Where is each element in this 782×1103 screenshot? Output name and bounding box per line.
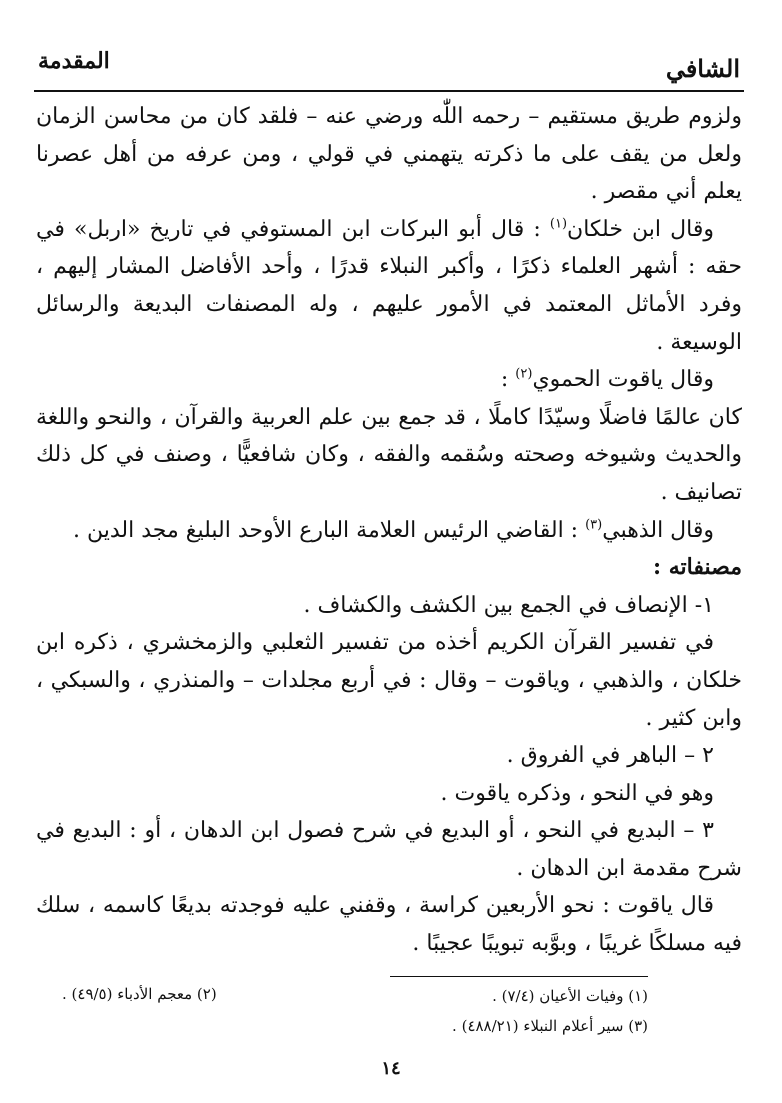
quote-intro: وقال ياقوت الحموي bbox=[532, 367, 714, 393]
works-heading: مصنفاته : bbox=[652, 554, 742, 581]
main-text bbox=[36, 98, 742, 963]
work-item-2-description: وهو في النحو ، وذكره ياقوت . bbox=[440, 780, 714, 806]
paragraph-dhahabi bbox=[36, 512, 742, 550]
work-item-1: ١- الإنصاف في الجمع بين الكشف والكشاف . bbox=[303, 592, 714, 618]
running-header bbox=[34, 40, 744, 92]
footnote-divider bbox=[390, 976, 648, 977]
quote-text: : القاضي الرئيس العلامة البارع الأوحد البليغ مجد الدين . bbox=[73, 517, 586, 543]
footnote-1: (١) وفيات الأعيان (٧/٤) . bbox=[492, 987, 648, 1005]
work-item-1-description: في تفسير القرآن الكريم أخذه من تفسير الثعلبي والزمخشري ، ذكره ابن خلكان ، والذهبي ، وياقوت – وقال : في أربع مجلدات – والمنذري ، والسبكي ، وابن كثير . bbox=[36, 630, 742, 731]
footnote-ref-3: (٣) bbox=[585, 517, 603, 533]
page-number: ١٤ bbox=[381, 1058, 401, 1079]
footnote-ref-1: (١) bbox=[549, 216, 568, 232]
quote-intro: وقال الذهبي bbox=[602, 517, 714, 543]
quote-text: : قال أبو البركات ابن المستوفي في تاريخ «اربل» في حقه : أشهر العلماء ذكرًا ، وأكبر النبلاء قدرًا ، وأحد الأفاضل المشار إليهم ، وفرد الأماثل المعتمد في الأمور عليهم ، وله المصنفات البديعة والرسائل الوسيعة . bbox=[36, 216, 742, 355]
work-item-3-description: قال ياقوت : نحو الأربعين كراسة ، وقفني عليه فوجدته بديعًا كاسمه ، سلك فيه مسلكًا غريبًا ، وبوَّبه تبويبًا عجيبًا . bbox=[36, 893, 742, 957]
paragraph-yaqut-quote: كان عالمًا فاضلًا وسيّدًا كاملًا ، قد جمع بين علم العربية والقرآن ، والنحو واللغة والحديث وشيوخه وصحته وسُقمه والفقه ، وكان شافعيًّا ، وصنف في كل ذلك تصانيف . bbox=[36, 404, 742, 505]
footnote-ref-2: (٢) bbox=[515, 366, 533, 382]
paragraph-ibn-khallikan bbox=[36, 211, 742, 361]
footnote-2: (٢) معجم الأدباء (٤٩/٥) . bbox=[62, 985, 217, 1003]
quote-intro: وقال ابن خلكان bbox=[567, 216, 714, 242]
paragraph-1: ولزوم طريق مستقيم – رحمه اللّٰه ورضي عنه – فلقد كان من محاسن الزمان ولعل من يقف على ما ذكرته يتهمني في قولي ، ومن عرفه من أهل عصرنا يعلم أني مقصر . bbox=[36, 104, 742, 205]
work-item-3: ٣ – البديع في النحو ، أو البديع في شرح فصول ابن الدهان ، أو : البديع في شرح مقدمة ابن الدهان . bbox=[36, 818, 742, 881]
footnote-3: (٣) سير أعلام النبلاء (٤٨٨/٢١) . bbox=[452, 1017, 648, 1035]
book-title: الشافي bbox=[665, 54, 740, 83]
paragraph-yaqut bbox=[36, 361, 742, 399]
section-title: المقدمة bbox=[38, 48, 110, 74]
work-item-2: ٢ – الباهر في الفروق . bbox=[506, 743, 714, 769]
quote-text: : bbox=[500, 367, 516, 393]
